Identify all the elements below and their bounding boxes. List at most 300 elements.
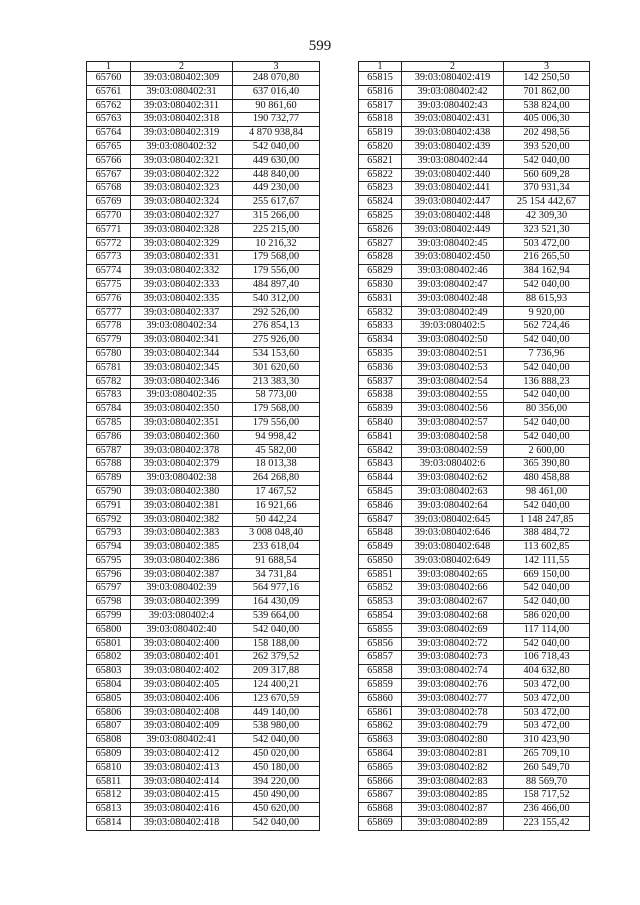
cadastral-number-cell: 39:03:080402:79 bbox=[402, 720, 504, 734]
table-row bbox=[359, 237, 590, 251]
table-row bbox=[87, 416, 320, 430]
row-number-cell: 65804 bbox=[87, 679, 131, 693]
value-cell: 142 111,55 bbox=[504, 554, 590, 568]
table-row bbox=[87, 582, 320, 596]
row-number-cell: 65797 bbox=[87, 582, 131, 596]
value-cell: 275 926,00 bbox=[233, 334, 320, 348]
value-cell: 179 556,00 bbox=[233, 416, 320, 430]
cadastral-number-cell: 39:03:080402:311 bbox=[131, 99, 233, 113]
table-row bbox=[359, 154, 590, 168]
row-number-cell: 65788 bbox=[87, 458, 131, 472]
value-cell: 542 040,00 bbox=[504, 278, 590, 292]
cadastral-number-cell: 39:03:080402:67 bbox=[402, 596, 504, 610]
value-cell: 223 155,42 bbox=[504, 817, 590, 831]
table-row bbox=[359, 209, 590, 223]
row-number-cell: 65773 bbox=[87, 251, 131, 265]
table-row bbox=[87, 223, 320, 237]
table-row bbox=[359, 85, 590, 99]
cadastral-number-cell: 39:03:080402:383 bbox=[131, 527, 233, 541]
cadastral-number-cell: 39:03:080402:419 bbox=[402, 72, 504, 86]
cadastral-number-cell: 39:03:080402:405 bbox=[131, 679, 233, 693]
cadastral-number-cell: 39:03:080402:78 bbox=[402, 706, 504, 720]
table-row bbox=[359, 692, 590, 706]
right-table bbox=[358, 61, 590, 831]
table-row bbox=[87, 85, 320, 99]
value-cell: 190 732,77 bbox=[233, 113, 320, 127]
row-number-cell: 65868 bbox=[359, 803, 402, 817]
table-row bbox=[87, 734, 320, 748]
row-number-cell: 65798 bbox=[87, 596, 131, 610]
table-row bbox=[359, 347, 590, 361]
table-row bbox=[87, 610, 320, 624]
row-number-cell: 65760 bbox=[87, 72, 131, 86]
cadastral-number-cell: 39:03:080402:58 bbox=[402, 430, 504, 444]
cadastral-number-cell: 39:03:080402:341 bbox=[131, 334, 233, 348]
row-number-cell: 65852 bbox=[359, 582, 402, 596]
table-row bbox=[359, 734, 590, 748]
table-row bbox=[87, 127, 320, 141]
row-number-cell: 65771 bbox=[87, 223, 131, 237]
value-cell: 80 356,00 bbox=[504, 403, 590, 417]
value-cell: 94 998,42 bbox=[233, 430, 320, 444]
row-number-cell: 65820 bbox=[359, 140, 402, 154]
table-row bbox=[359, 651, 590, 665]
value-cell: 158 717,52 bbox=[504, 789, 590, 803]
table-row bbox=[359, 361, 590, 375]
row-number-cell: 65823 bbox=[359, 182, 402, 196]
row-number-cell: 65855 bbox=[359, 623, 402, 637]
table-row bbox=[87, 375, 320, 389]
cadastral-number-cell: 39:03:080402:68 bbox=[402, 610, 504, 624]
cadastral-number-cell: 39:03:080402:43 bbox=[402, 99, 504, 113]
value-cell: 538 980,00 bbox=[233, 720, 320, 734]
cadastral-number-cell: 39:03:080402:387 bbox=[131, 568, 233, 582]
value-cell: 136 888,23 bbox=[504, 375, 590, 389]
value-cell: 98 461,00 bbox=[504, 485, 590, 499]
value-cell: 255 617,67 bbox=[233, 196, 320, 210]
column-header: 1 bbox=[359, 62, 402, 72]
value-cell: 503 472,00 bbox=[504, 720, 590, 734]
table-row bbox=[87, 692, 320, 706]
value-cell: 25 154 442,67 bbox=[504, 196, 590, 210]
cadastral-number-cell: 39:03:080402:400 bbox=[131, 637, 233, 651]
table-row bbox=[359, 803, 590, 817]
value-cell: 179 568,00 bbox=[233, 403, 320, 417]
cadastral-number-cell: 39:03:080402:82 bbox=[402, 761, 504, 775]
right-table-body bbox=[359, 72, 590, 831]
value-cell: 503 472,00 bbox=[504, 692, 590, 706]
table-row bbox=[359, 334, 590, 348]
cadastral-number-cell: 39:03:080402:645 bbox=[402, 513, 504, 527]
table-row bbox=[87, 499, 320, 513]
value-cell: 365 390,80 bbox=[504, 458, 590, 472]
column-header: 2 bbox=[131, 62, 233, 72]
row-number-cell: 65863 bbox=[359, 734, 402, 748]
table-row bbox=[359, 168, 590, 182]
table-row bbox=[359, 596, 590, 610]
cadastral-number-cell: 39:03:080402:648 bbox=[402, 541, 504, 555]
table-row bbox=[359, 582, 590, 596]
value-cell: 542 040,00 bbox=[504, 416, 590, 430]
cadastral-number-cell: 39:03:080402:44 bbox=[402, 154, 504, 168]
value-cell: 248 070,80 bbox=[233, 72, 320, 86]
table-row bbox=[359, 389, 590, 403]
row-number-cell: 65816 bbox=[359, 85, 402, 99]
table-row bbox=[87, 513, 320, 527]
table-row bbox=[87, 706, 320, 720]
table-row bbox=[359, 223, 590, 237]
table-row bbox=[87, 251, 320, 265]
value-cell: 480 458,88 bbox=[504, 472, 590, 486]
row-number-cell: 65808 bbox=[87, 734, 131, 748]
row-number-cell: 65849 bbox=[359, 541, 402, 555]
cadastral-number-cell: 39:03:080402:77 bbox=[402, 692, 504, 706]
row-number-cell: 65776 bbox=[87, 292, 131, 306]
row-number-cell: 65828 bbox=[359, 251, 402, 265]
table-row bbox=[359, 99, 590, 113]
row-number-cell: 65762 bbox=[87, 99, 131, 113]
table-row bbox=[359, 789, 590, 803]
table-row bbox=[359, 278, 590, 292]
value-cell: 562 724,46 bbox=[504, 320, 590, 334]
cadastral-number-cell: 39:03:080402:63 bbox=[402, 485, 504, 499]
table-row bbox=[359, 444, 590, 458]
value-cell: 315 266,00 bbox=[233, 209, 320, 223]
cadastral-number-cell: 39:03:080402:447 bbox=[402, 196, 504, 210]
cadastral-number-cell: 39:03:080402:65 bbox=[402, 568, 504, 582]
row-number-cell: 65862 bbox=[359, 720, 402, 734]
row-number-cell: 65827 bbox=[359, 237, 402, 251]
row-number-cell: 65777 bbox=[87, 306, 131, 320]
value-cell: 450 620,00 bbox=[233, 803, 320, 817]
cadastral-number-cell: 39:03:080402:45 bbox=[402, 237, 504, 251]
value-cell: 542 040,00 bbox=[504, 334, 590, 348]
row-number-cell: 65765 bbox=[87, 140, 131, 154]
cadastral-number-cell: 39:03:080402:439 bbox=[402, 140, 504, 154]
value-cell: 4 870 938,84 bbox=[233, 127, 320, 141]
cadastral-number-cell: 39:03:080402:431 bbox=[402, 113, 504, 127]
row-number-cell: 65814 bbox=[87, 817, 131, 831]
cadastral-number-cell: 39:03:080402:332 bbox=[131, 265, 233, 279]
table-header-row bbox=[359, 62, 590, 72]
value-cell: 16 921,66 bbox=[233, 499, 320, 513]
row-number-cell: 65778 bbox=[87, 320, 131, 334]
cadastral-number-cell: 39:03:080402:41 bbox=[131, 734, 233, 748]
table-row bbox=[359, 320, 590, 334]
cadastral-number-cell: 39:03:080402:35 bbox=[131, 389, 233, 403]
cadastral-number-cell: 39:03:080402:38 bbox=[131, 472, 233, 486]
table-row bbox=[87, 541, 320, 555]
value-cell: 58 773,00 bbox=[233, 389, 320, 403]
row-number-cell: 65854 bbox=[359, 610, 402, 624]
cadastral-number-cell: 39:03:080402:48 bbox=[402, 292, 504, 306]
row-number-cell: 65833 bbox=[359, 320, 402, 334]
value-cell: 310 423,90 bbox=[504, 734, 590, 748]
row-number-cell: 65785 bbox=[87, 416, 131, 430]
cadastral-number-cell: 39:03:080402:441 bbox=[402, 182, 504, 196]
row-number-cell: 65835 bbox=[359, 347, 402, 361]
cadastral-number-cell: 39:03:080402:80 bbox=[402, 734, 504, 748]
row-number-cell: 65844 bbox=[359, 472, 402, 486]
cadastral-number-cell: 39:03:080402:406 bbox=[131, 692, 233, 706]
table-row bbox=[359, 527, 590, 541]
cadastral-number-cell: 39:03:080402:337 bbox=[131, 306, 233, 320]
cadastral-number-cell: 39:03:080402:4 bbox=[131, 610, 233, 624]
row-number-cell: 65761 bbox=[87, 85, 131, 99]
value-cell: 209 317,88 bbox=[233, 665, 320, 679]
cadastral-number-cell: 39:03:080402:378 bbox=[131, 444, 233, 458]
cadastral-number-cell: 39:03:080402:327 bbox=[131, 209, 233, 223]
row-number-cell: 65813 bbox=[87, 803, 131, 817]
cadastral-number-cell: 39:03:080402:66 bbox=[402, 582, 504, 596]
value-cell: 124 400,21 bbox=[233, 679, 320, 693]
cadastral-number-cell: 39:03:080402:64 bbox=[402, 499, 504, 513]
row-number-cell: 65772 bbox=[87, 237, 131, 251]
row-number-cell: 65838 bbox=[359, 389, 402, 403]
cadastral-number-cell: 39:03:080402:399 bbox=[131, 596, 233, 610]
table-row bbox=[359, 513, 590, 527]
value-cell: 542 040,00 bbox=[504, 154, 590, 168]
row-number-cell: 65839 bbox=[359, 403, 402, 417]
cadastral-number-cell: 39:03:080402:402 bbox=[131, 665, 233, 679]
row-number-cell: 65790 bbox=[87, 485, 131, 499]
cadastral-number-cell: 39:03:080402:385 bbox=[131, 541, 233, 555]
cadastral-number-cell: 39:03:080402:418 bbox=[131, 817, 233, 831]
row-number-cell: 65783 bbox=[87, 389, 131, 403]
value-cell: 701 862,00 bbox=[504, 85, 590, 99]
cadastral-number-cell: 39:03:080402:50 bbox=[402, 334, 504, 348]
table-row bbox=[87, 527, 320, 541]
table-row bbox=[87, 168, 320, 182]
table-row bbox=[87, 430, 320, 444]
value-cell: 216 265,50 bbox=[504, 251, 590, 265]
table-row bbox=[359, 251, 590, 265]
value-cell: 384 162,94 bbox=[504, 265, 590, 279]
value-cell: 448 840,00 bbox=[233, 168, 320, 182]
table-row bbox=[87, 140, 320, 154]
row-number-cell: 65779 bbox=[87, 334, 131, 348]
table-row bbox=[359, 485, 590, 499]
table-row bbox=[359, 817, 590, 831]
value-cell: 265 709,10 bbox=[504, 748, 590, 762]
cadastral-number-cell: 39:03:080402:360 bbox=[131, 430, 233, 444]
cadastral-number-cell: 39:03:080402:319 bbox=[131, 127, 233, 141]
table-row bbox=[87, 679, 320, 693]
value-cell: 50 442,24 bbox=[233, 513, 320, 527]
value-cell: 142 250,50 bbox=[504, 72, 590, 86]
value-cell: 542 040,00 bbox=[504, 389, 590, 403]
row-number-cell: 65805 bbox=[87, 692, 131, 706]
table-row bbox=[87, 320, 320, 334]
table-row bbox=[359, 720, 590, 734]
row-number-cell: 65832 bbox=[359, 306, 402, 320]
value-cell: 542 040,00 bbox=[233, 734, 320, 748]
value-cell: 637 016,40 bbox=[233, 85, 320, 99]
row-number-cell: 65763 bbox=[87, 113, 131, 127]
cadastral-number-cell: 39:03:080402:76 bbox=[402, 679, 504, 693]
table-row bbox=[87, 182, 320, 196]
value-cell: 292 526,00 bbox=[233, 306, 320, 320]
row-number-cell: 65818 bbox=[359, 113, 402, 127]
cadastral-number-cell: 39:03:080402:32 bbox=[131, 140, 233, 154]
value-cell: 404 632,80 bbox=[504, 665, 590, 679]
value-cell: 123 670,59 bbox=[233, 692, 320, 706]
cadastral-number-cell: 39:03:080402:5 bbox=[402, 320, 504, 334]
table-row bbox=[87, 265, 320, 279]
row-number-cell: 65807 bbox=[87, 720, 131, 734]
row-number-cell: 65819 bbox=[359, 127, 402, 141]
table-row bbox=[87, 306, 320, 320]
cadastral-number-cell: 39:03:080402:83 bbox=[402, 775, 504, 789]
value-cell: 564 977,16 bbox=[233, 582, 320, 596]
row-number-cell: 65834 bbox=[359, 334, 402, 348]
cadastral-number-cell: 39:03:080402:415 bbox=[131, 789, 233, 803]
value-cell: 301 620,60 bbox=[233, 361, 320, 375]
table-row bbox=[87, 623, 320, 637]
cadastral-number-cell: 39:03:080402:6 bbox=[402, 458, 504, 472]
cadastral-number-cell: 39:03:080402:34 bbox=[131, 320, 233, 334]
row-number-cell: 65850 bbox=[359, 554, 402, 568]
table-row bbox=[87, 444, 320, 458]
table-row bbox=[87, 748, 320, 762]
table-row bbox=[87, 761, 320, 775]
cadastral-number-cell: 39:03:080402:49 bbox=[402, 306, 504, 320]
value-cell: 18 013,38 bbox=[233, 458, 320, 472]
cadastral-number-cell: 39:03:080402:42 bbox=[402, 85, 504, 99]
cadastral-number-cell: 39:03:080402:646 bbox=[402, 527, 504, 541]
table-row bbox=[87, 403, 320, 417]
row-number-cell: 65841 bbox=[359, 430, 402, 444]
row-number-cell: 65791 bbox=[87, 499, 131, 513]
row-number-cell: 65806 bbox=[87, 706, 131, 720]
value-cell: 42 309,30 bbox=[504, 209, 590, 223]
row-number-cell: 65856 bbox=[359, 637, 402, 651]
table-row bbox=[359, 554, 590, 568]
value-cell: 449 630,00 bbox=[233, 154, 320, 168]
row-number-cell: 65789 bbox=[87, 472, 131, 486]
cadastral-number-cell: 39:03:080402:450 bbox=[402, 251, 504, 265]
value-cell: 323 521,30 bbox=[504, 223, 590, 237]
value-cell: 542 040,00 bbox=[504, 582, 590, 596]
row-number-cell: 65867 bbox=[359, 789, 402, 803]
row-number-cell: 65865 bbox=[359, 761, 402, 775]
row-number-cell: 65853 bbox=[359, 596, 402, 610]
cadastral-number-cell: 39:03:080402:412 bbox=[131, 748, 233, 762]
row-number-cell: 65792 bbox=[87, 513, 131, 527]
cadastral-number-cell: 39:03:080402:335 bbox=[131, 292, 233, 306]
row-number-cell: 65837 bbox=[359, 375, 402, 389]
cadastral-number-cell: 39:03:080402:72 bbox=[402, 637, 504, 651]
table-row bbox=[359, 182, 590, 196]
table-row bbox=[359, 375, 590, 389]
value-cell: 484 897,40 bbox=[233, 278, 320, 292]
row-number-cell: 65848 bbox=[359, 527, 402, 541]
value-cell: 262 379,52 bbox=[233, 651, 320, 665]
table-row bbox=[87, 361, 320, 375]
table-header-row bbox=[87, 62, 320, 72]
value-cell: 542 040,00 bbox=[504, 596, 590, 610]
value-cell: 179 556,00 bbox=[233, 265, 320, 279]
cadastral-number-cell: 39:03:080402:47 bbox=[402, 278, 504, 292]
row-number-cell: 65775 bbox=[87, 278, 131, 292]
cadastral-number-cell: 39:03:080402:331 bbox=[131, 251, 233, 265]
row-number-cell: 65815 bbox=[359, 72, 402, 86]
table-row bbox=[87, 789, 320, 803]
cadastral-number-cell: 39:03:080402:438 bbox=[402, 127, 504, 141]
row-number-cell: 65859 bbox=[359, 679, 402, 693]
row-number-cell: 65764 bbox=[87, 127, 131, 141]
cadastral-number-cell: 39:03:080402:345 bbox=[131, 361, 233, 375]
left-table bbox=[86, 61, 320, 831]
row-number-cell: 65769 bbox=[87, 196, 131, 210]
cadastral-number-cell: 39:03:080402:413 bbox=[131, 761, 233, 775]
row-number-cell: 65864 bbox=[359, 748, 402, 762]
cadastral-number-cell: 39:03:080402:329 bbox=[131, 237, 233, 251]
table-row bbox=[87, 113, 320, 127]
row-number-cell: 65821 bbox=[359, 154, 402, 168]
cadastral-number-cell: 39:03:080402:85 bbox=[402, 789, 504, 803]
cadastral-number-cell: 39:03:080402:59 bbox=[402, 444, 504, 458]
table-row bbox=[87, 237, 320, 251]
row-number-cell: 65803 bbox=[87, 665, 131, 679]
value-cell: 276 854,13 bbox=[233, 320, 320, 334]
table-row bbox=[87, 292, 320, 306]
value-cell: 10 216,32 bbox=[233, 237, 320, 251]
table-row bbox=[359, 748, 590, 762]
value-cell: 225 215,00 bbox=[233, 223, 320, 237]
row-number-cell: 65812 bbox=[87, 789, 131, 803]
row-number-cell: 65829 bbox=[359, 265, 402, 279]
value-cell: 542 040,00 bbox=[504, 361, 590, 375]
value-cell: 669 150,00 bbox=[504, 568, 590, 582]
cadastral-number-cell: 39:03:080402:350 bbox=[131, 403, 233, 417]
table-row bbox=[359, 292, 590, 306]
column-header: 3 bbox=[233, 62, 320, 72]
table-row bbox=[359, 541, 590, 555]
table-row bbox=[87, 154, 320, 168]
row-number-cell: 65811 bbox=[87, 775, 131, 789]
value-cell: 450 490,00 bbox=[233, 789, 320, 803]
row-number-cell: 65822 bbox=[359, 168, 402, 182]
cadastral-number-cell: 39:03:080402:351 bbox=[131, 416, 233, 430]
table-row bbox=[359, 472, 590, 486]
table-row bbox=[87, 651, 320, 665]
cadastral-number-cell: 39:03:080402:53 bbox=[402, 361, 504, 375]
value-cell: 534 153,60 bbox=[233, 347, 320, 361]
cadastral-number-cell: 39:03:080402:380 bbox=[131, 485, 233, 499]
row-number-cell: 65824 bbox=[359, 196, 402, 210]
table-row bbox=[359, 127, 590, 141]
cadastral-number-cell: 39:03:080402:401 bbox=[131, 651, 233, 665]
table-row bbox=[87, 278, 320, 292]
value-cell: 3 008 048,40 bbox=[233, 527, 320, 541]
left-table-body bbox=[87, 72, 320, 831]
column-header: 3 bbox=[504, 62, 590, 72]
value-cell: 158 188,00 bbox=[233, 637, 320, 651]
value-cell: 586 020,00 bbox=[504, 610, 590, 624]
cadastral-number-cell: 39:03:080402:416 bbox=[131, 803, 233, 817]
row-number-cell: 65796 bbox=[87, 568, 131, 582]
table-row bbox=[359, 430, 590, 444]
row-number-cell: 65836 bbox=[359, 361, 402, 375]
value-cell: 34 731,84 bbox=[233, 568, 320, 582]
value-cell: 260 549,70 bbox=[504, 761, 590, 775]
value-cell: 233 618,04 bbox=[233, 541, 320, 555]
table-row bbox=[87, 720, 320, 734]
value-cell: 236 466,00 bbox=[504, 803, 590, 817]
cadastral-number-cell: 39:03:080402:382 bbox=[131, 513, 233, 527]
cadastral-number-cell: 39:03:080402:449 bbox=[402, 223, 504, 237]
